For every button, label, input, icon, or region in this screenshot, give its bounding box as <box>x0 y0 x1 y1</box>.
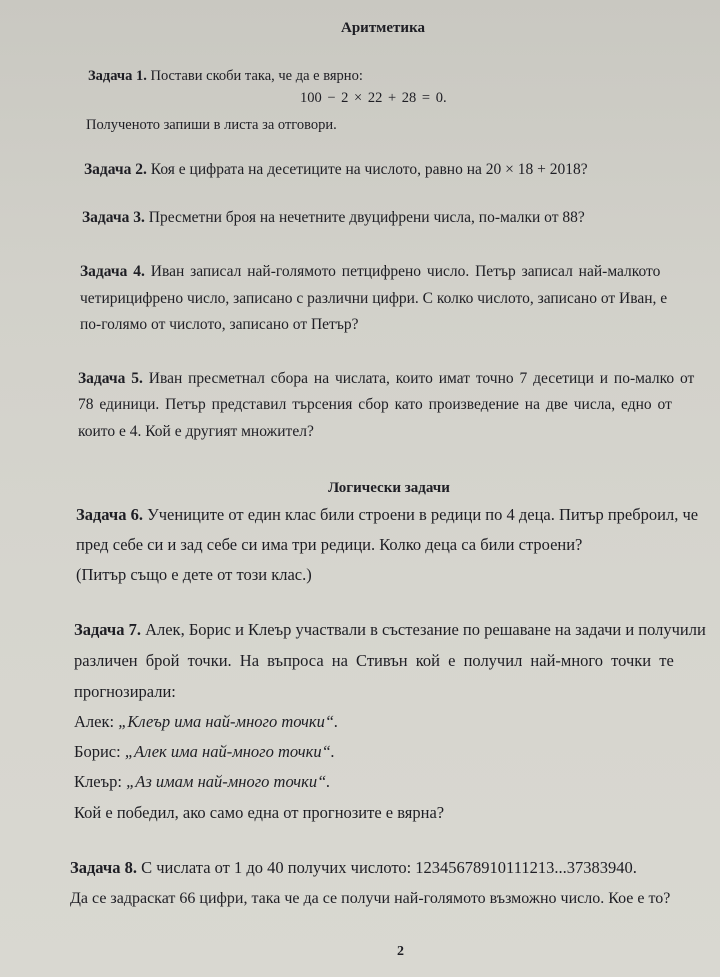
problem-7-line1: Задача 7. Алек, Борис и Клеър участвали в състезание по решаване на задачи и получили <box>74 620 706 639</box>
problem-5-label: Задача 5. <box>78 370 143 387</box>
problem-6-line1: Задача 6. Учениците от един клас били строени в редици по 4 деца. Питър преброил, че <box>76 505 699 524</box>
problem-7-label: Задача 7. <box>74 620 141 639</box>
problem-6-line2: пред себе си и зад себе си има три редици. Колко деца са били строени? <box>76 535 583 554</box>
problem-2-label: Задача 2. <box>84 161 147 178</box>
problem-3-line1: Задача 3. Пресметни броя на нечетните двуцифрени числа, по-малки от 88? <box>82 209 585 226</box>
section-title-logic: Логически задачи <box>328 480 450 496</box>
section-title-arithmetic: Аритметика <box>341 20 425 36</box>
problem-7-line2: различен брой точки. На въпроса на Стивън кой е получил най-много точки те <box>74 651 674 670</box>
problem-4-label: Задача 4. <box>80 263 145 280</box>
problem-5-line2: 78 единици. Петър представил търсения сбор като произведение на две числа, едно от <box>78 396 672 413</box>
problem-7-prediction-alek: Алек: „Клеър има най-много точки“. <box>74 712 339 731</box>
problem-7-line3: прогнозирали: <box>74 682 176 701</box>
problem-7-question: Кой е победил, ако само една от прогнозите е вярна? <box>74 803 445 822</box>
problem-1-equation: 100 − 2 × 22 + 28 = 0. <box>300 90 447 106</box>
problem-5-line3: които е 4. Кой е другият множител? <box>78 423 314 440</box>
problem-7-prediction-claire: Клеър: „Аз имам най-много точки“. <box>74 772 331 791</box>
page-number: 2 <box>397 944 404 959</box>
problem-6-label: Задача 6. <box>76 505 143 524</box>
problem-5-line1: Задача 5. Иван пресметнал сбора на числата, които имат точно 7 десетици и по-малко от <box>78 370 695 387</box>
problem-7-prediction-boris: Борис: „Алек има най-много точки“. <box>74 742 335 761</box>
problem-1-line2: Полученото запиши в листа за отговори. <box>86 117 337 133</box>
problem-6-line3: (Питър също е дете от този клас.) <box>76 565 312 584</box>
problem-4-line3: по-голямо от числото, записано от Петър? <box>80 316 359 333</box>
problem-3-label: Задача 3. <box>82 209 145 226</box>
problem-8-line1: Задача 8. С числата от 1 до 40 получих числото: 12345678910111213...37383940. <box>70 858 637 877</box>
problem-1-label: Задача 1. <box>88 68 147 84</box>
problem-8-label: Задача 8. <box>70 858 137 877</box>
problem-8-line2: Да се задраскат 66 цифри, така че да се получи най-голямото възможно число. Кое е то? <box>70 890 671 907</box>
problem-4-line2: четирицифрено число, записано с различни цифри. С колко числото, записано от Иван, е <box>80 290 668 307</box>
problem-4-line1: Задача 4. Иван записал най-голямото петцифрено число. Петър записал най-малкото <box>80 263 661 280</box>
problem-1-line1: Задача 1. Постави скоби така, че да е вярно: <box>88 68 363 84</box>
problem-2-line1: Задача 2. Коя е цифрата на десетиците на числото, равно на 20 × 18 + 2018? <box>84 161 588 178</box>
